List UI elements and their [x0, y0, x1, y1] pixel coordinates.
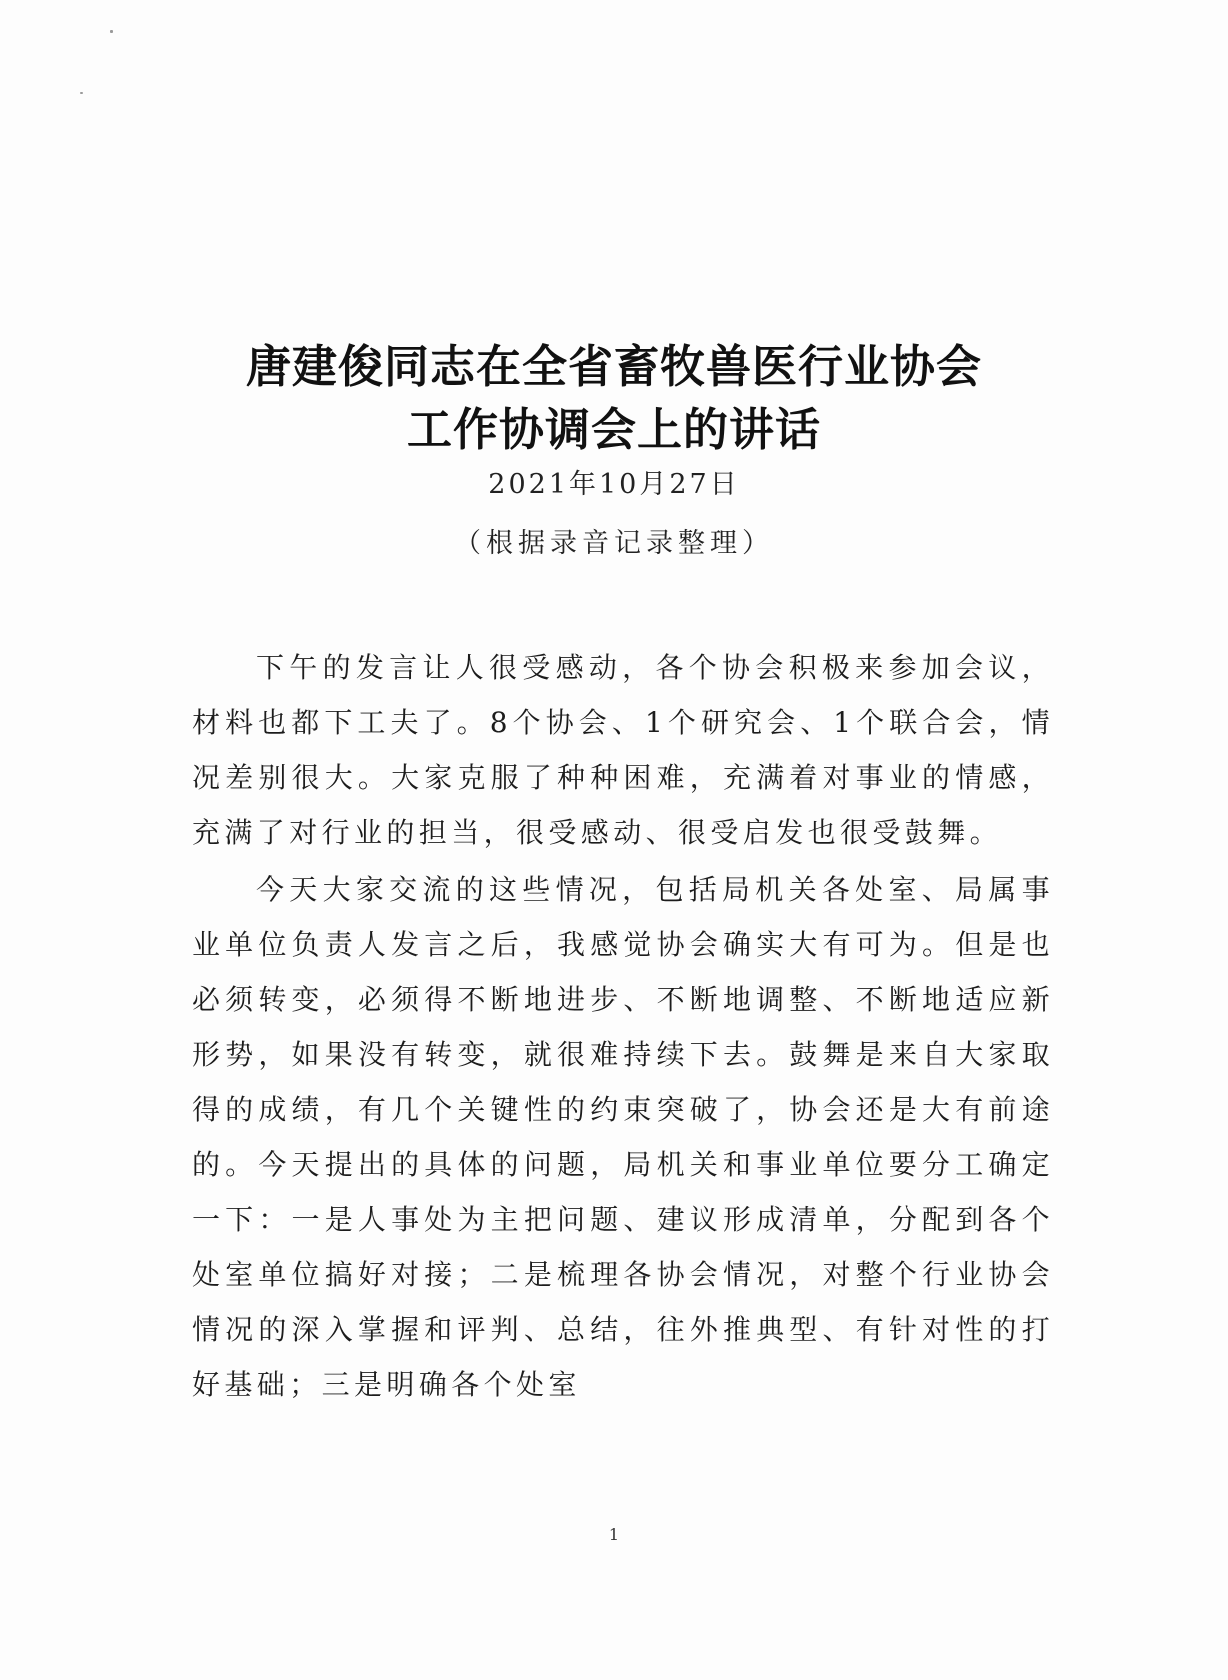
document-date: 2021年10月27日	[488, 469, 740, 500]
document-body	[192, 640, 1054, 1412]
scan-speck	[80, 92, 83, 94]
page-number: 1	[608, 1525, 620, 1544]
document-note: （根据录音记录整理）	[454, 528, 774, 559]
body-paragraph-2: 今天大家交流的这些情况，包括局机关各处室、局属事业单位负责人发言之后，我感觉协会确实大有可为。但是也必须转变，必须得不断地进步、不断地调整、不断地适应新形势，如果没有转变，就很难持续下去。鼓舞是来自大家取得的成绩，有几个关键性的约束突破了，协会还是大有前途的。今天提出的具体的问题，局机关和事业单位要分工确定一下：一是人事处为主把问题、建议形成清单，分配到各个处室单位搞好对接；二是梳理各协会情况，对整个行业协会情况的深入掌握和评判、总结，往外推典型、有针对性的打好基础；三是明确各个处室	[192, 873, 1054, 1401]
scan-speck	[110, 30, 113, 33]
document-title-line-2: 工作协调会上的讲话	[406, 403, 821, 456]
body-paragraph-1: 下午的发言让人很受感动，各个协会积极来参加会议，材料也都下工夫了。8个协会、1个研究会、1个联合会，情况差别很大。大家克服了种种困难，充满着对事业的情感，充满了对行业的担当，很受感动、很受启发也很受鼓舞。	[192, 651, 1054, 849]
document-title-line-1: 唐建俊同志在全省畜牧兽医行业协会	[245, 340, 982, 393]
